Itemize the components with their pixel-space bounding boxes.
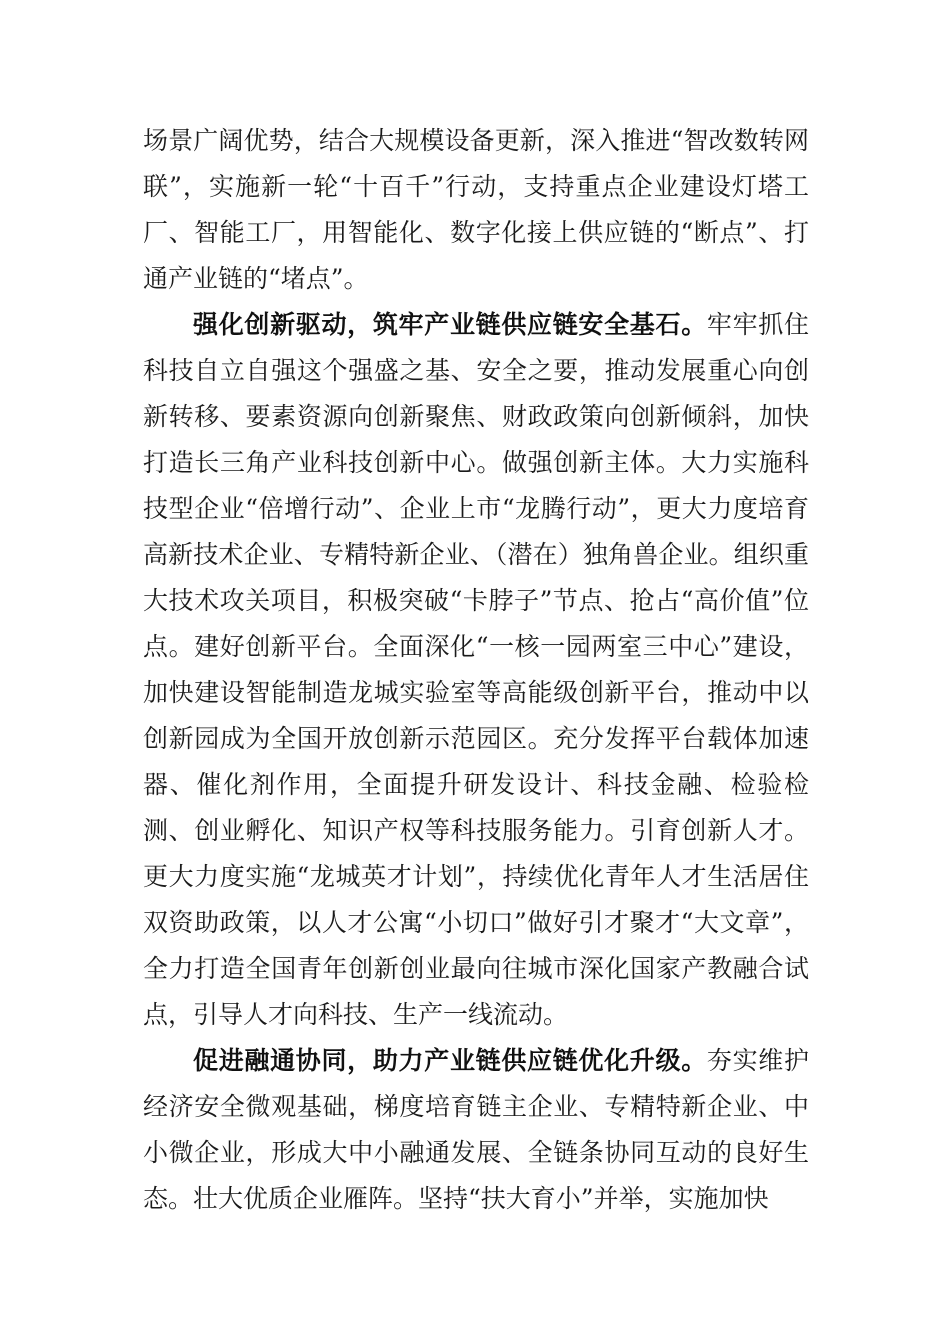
article-body [143,118,809,1222]
paragraph-text: 场景广阔优势，结合大规模设备更新，深入推进“智改数转网联”，实施新一轮“十百千”行动，支持重点企业建设灯塔工厂、智能工厂，用智能化、数字化接上供应链的“断点”、打通产业链的“堵点”。 [143,126,809,293]
paragraph-text: 牢牢抓住科技自立自强这个强盛之基、安全之要，推动发展重心向创新转移、要素资源向创新聚焦、财政政策向创新倾斜，加快打造长三角产业科技创新中心。做强创新主体。大力实施科技型企业“倍增行动”、企业上市“龙腾行动”，更大力度培育高新技术企业、专精特新企业、（潜在）独角兽企业。组织重大技术攻关项目，积极突破“卡脖子”节点、抢占“高价值”位点。建好创新平台。全面深化“一核一园两室三中心”建设，加快建设智能制造龙城实验室等高能级创新平台，推动中以创新园成为全国开放创新示范园区。充分发挥平台载体加速器、催化剂作用，全面提升研发设计、科技金融、检验检测、创业孵化、知识产权等科技服务能力。引育创新人才。更大力度实施“龙城英才计划”，持续优化青年人才生活居住双资助政策，以人才公寓“小切口”做好引才聚才“大文章”，全力打造全国青年创新创业最向往城市深化国家产教融合试点，引导人才向科技、生产一线流动。 [143,310,809,1029]
paragraph-heading: 强化创新驱动，筑牢产业链供应链安全基石。 [193,310,707,339]
paragraph-collaboration [143,1038,809,1222]
paragraph-heading: 促进融通协同，助力产业链供应链优化升级。 [193,1046,707,1075]
paragraph-text: 夯实维护经济安全微观基础，梯度培育链主企业、专精特新企业、中小微企业，形成大中小融通发展、全链条协同互动的良好生态。壮大优质企业雁阵。坚持“扶大育小”并举，实施加快 [143,1046,809,1213]
paragraph-innovation [143,302,809,1038]
paragraph-continuation [143,118,809,302]
